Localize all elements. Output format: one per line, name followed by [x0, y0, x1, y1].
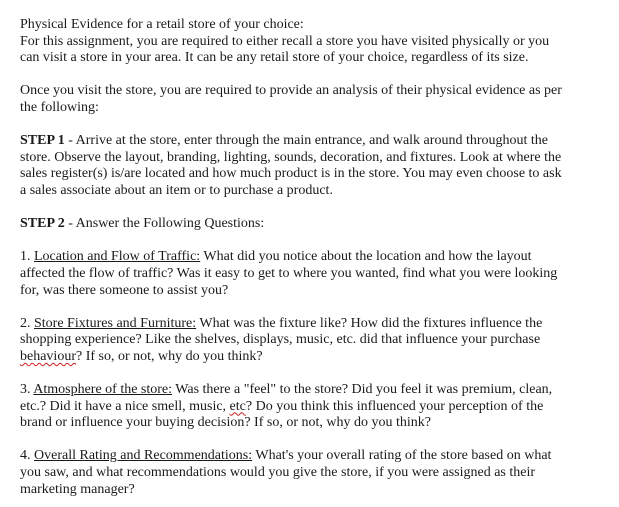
question-2-text-after: ? If so, or not, why do you think?: [75, 348, 263, 364]
intro-paragraph: For this assignment, you are required to either recall a store you have visited physically or you can visit a store in your area. It can be any retail store of your choice, regardless of its size.: [20, 33, 550, 66]
question-3-spellcheck-word[interactable]: etc: [229, 398, 246, 414]
question-2-spellcheck-word[interactable]: behaviour: [20, 348, 76, 364]
step-2-paragraph: [20, 216, 616, 233]
step-2-text: - Answer the Following Questions:: [64, 216, 265, 232]
question-4-text: What's your overall rating of the store based on what you saw, and what recommendations would you give the store, if you were assigned as their marketing manager?: [20, 448, 552, 497]
question-2: [20, 316, 616, 366]
question-3-text-before: Was there a "feel" to the store? Did you feel it was premium, clean, etc.? Did it have a nice smell, music,: [20, 382, 553, 414]
question-3-heading: Atmosphere of the store:: [33, 382, 173, 398]
question-4-heading: Overall Rating and Recommendations:: [34, 448, 253, 464]
question-3-text-after: ? Do you think this influenced your perception of the brand or influence your buying decision? If so, or not, why do you think?: [20, 398, 544, 431]
visit-paragraph: Once you visit the store, you are required to provide an analysis of their physical evidence as per the following:: [20, 83, 562, 115]
question-1-text: What did you notice about the location and how the layout affected the flow of traffic? Was it easy to get to where you wanted, find what you were looking for, was there someone to assist you?: [20, 249, 558, 298]
question-1: [20, 249, 616, 299]
step-2-label: STEP 2: [20, 216, 65, 232]
question-3: [20, 382, 616, 432]
question-1-number: 1.: [20, 249, 34, 265]
question-4-number: 4.: [20, 448, 34, 464]
step-1-label: STEP 1: [20, 133, 65, 149]
question-2-number: 2.: [20, 315, 34, 331]
question-1-heading: Location and Flow of Traffic:: [34, 249, 201, 265]
question-4: [20, 448, 616, 498]
question-2-heading: Store Fixtures and Furniture:: [34, 315, 197, 331]
question-2-text-before: What was the fixture like? How did the fixtures influence the shopping experience? Like the shelves, displays, music, etc. did that influence your purchase: [20, 315, 543, 348]
document-title: Physical Evidence for a retail store of your choice:: [20, 17, 304, 32]
question-3-number: 3.: [20, 382, 34, 398]
step-1-paragraph: [20, 133, 616, 199]
step-1-text: - Arrive at the store, enter through the main entrance, and walk around throughout the store. Observe the layout, branding, lighting, sounds, decoration, and fixtures. Look at where the sales register(s) is/are located and how much product is in the store. You may even choose to ask a sales associate about an item or to purchase a product.: [20, 133, 562, 198]
assignment-document: [20, 17, 616, 498]
